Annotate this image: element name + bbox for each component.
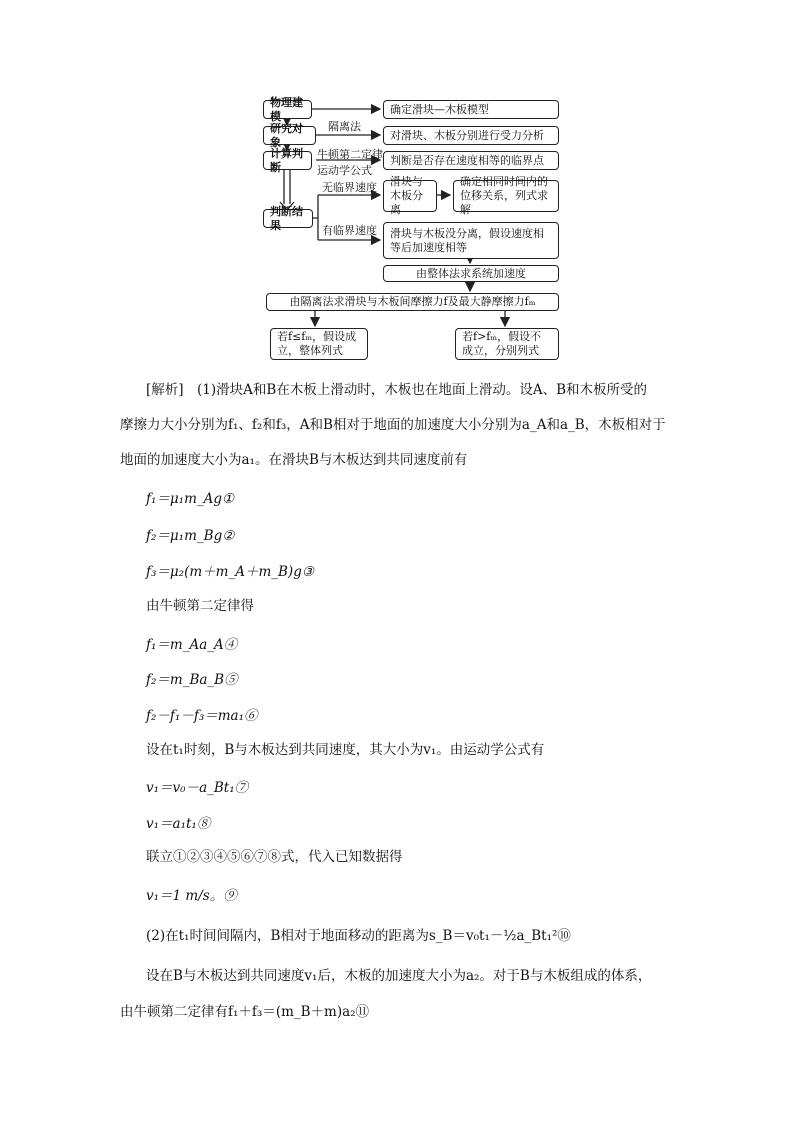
solution-after-line1: 设在B与木板达到共同速度v₁后，木板的加速度大小为a₂。对于B与木板组成的体系， [146,968,652,984]
flow-step-force: 对滑块、木板分别进行受力分析 [383,126,559,145]
flow-label-modeling: 物理建模 [263,100,312,119]
equation-1: f₁＝μ₁m_Ag① [146,491,235,507]
branch-label-none: 无临界速度 [322,181,377,194]
edge-label-isolation: 隔离法 [328,120,361,133]
equation-6: f₂－f₁－f₃＝ma₁⑥ [146,708,258,724]
equation-7: v₁＝v₀－a_Bt₁⑦ [146,780,249,796]
solution-newton: 由牛顿第二定律得 [146,598,254,614]
equation-4: f₁＝m_Aa_A④ [146,637,238,653]
solution-combine: 联立①②③④⑤⑥⑦⑧式，代入已知数据得 [146,849,403,865]
flow-box-assume: 滑块与木板没分离，假设速度相等后加速度相等 [383,222,559,259]
solution-intro-line2: 摩擦力大小分别为f₁、f₂和f₃，A和B相对于地面的加速度大小分别为a_A和a_B，木板相对于 [120,417,666,433]
branch-label-have: 有临界速度 [322,224,377,237]
flow-box-displacement: 确定相同时间内的位移关系，列式求解 [453,180,559,212]
solution-part2: (2)在t₁时间间隔内，B相对于地面移动的距离为s_B＝v₀t₁－½a_Bt₁²⑩ [146,928,571,944]
solution-intro-line1: [解析] (1)滑块A和B在木板上滑动时，木板也在地面上滑动。设A、B和木板所受的 [146,382,647,398]
equation-5: f₂＝m_Ba_B⑤ [146,672,238,688]
flow-box-ok: 若f≤fₘ，假设成立，整体列式 [270,328,368,360]
solution-intro-line3: 地面的加速度大小为a₁。在滑块B与木板达到共同速度前有 [120,452,468,468]
equation-8: v₁＝a₁t₁⑧ [146,816,211,832]
flowchart [0,0,794,380]
equation-9: v₁＝1 m/s。⑨ [146,888,237,904]
equation-2: f₂＝μ₁m_Bg② [146,528,235,544]
flow-label-result: 判断结果 [263,209,313,228]
solution-after-line2: 由牛顿第二定律有f₁＋f₃＝(m_B＋m)a₂⑪ [120,1004,370,1020]
equation-3: f₃＝μ₂(m＋m_A＋m_B)g③ [146,564,314,580]
flow-box-fail: 若f>fₘ，假设不成立，分别列式 [455,328,559,360]
flow-box-friction: 由隔离法求滑块与木板间摩擦力f及最大静摩擦力fₘ [266,293,559,311]
flow-step-model: 确定滑块—木板模型 [383,100,559,119]
flow-box-whole: 由整体法求系统加速度 [383,265,559,282]
flow-label-object: 研究对象 [263,126,316,145]
flow-box-separate: 滑块与木板分离 [383,180,437,212]
edge-label-kinematics: 运动学公式 [317,164,372,177]
solution-t1-line: 设在t₁时刻，B与木板达到共同速度，其大小为v₁。由运动学公式有 [146,742,545,758]
edge-label-newton: 牛顿第二定律 [317,148,383,161]
flow-step-critical: 判断是否存在速度相等的临界点 [383,151,559,170]
flow-label-compute: 计算判断 [263,151,312,170]
